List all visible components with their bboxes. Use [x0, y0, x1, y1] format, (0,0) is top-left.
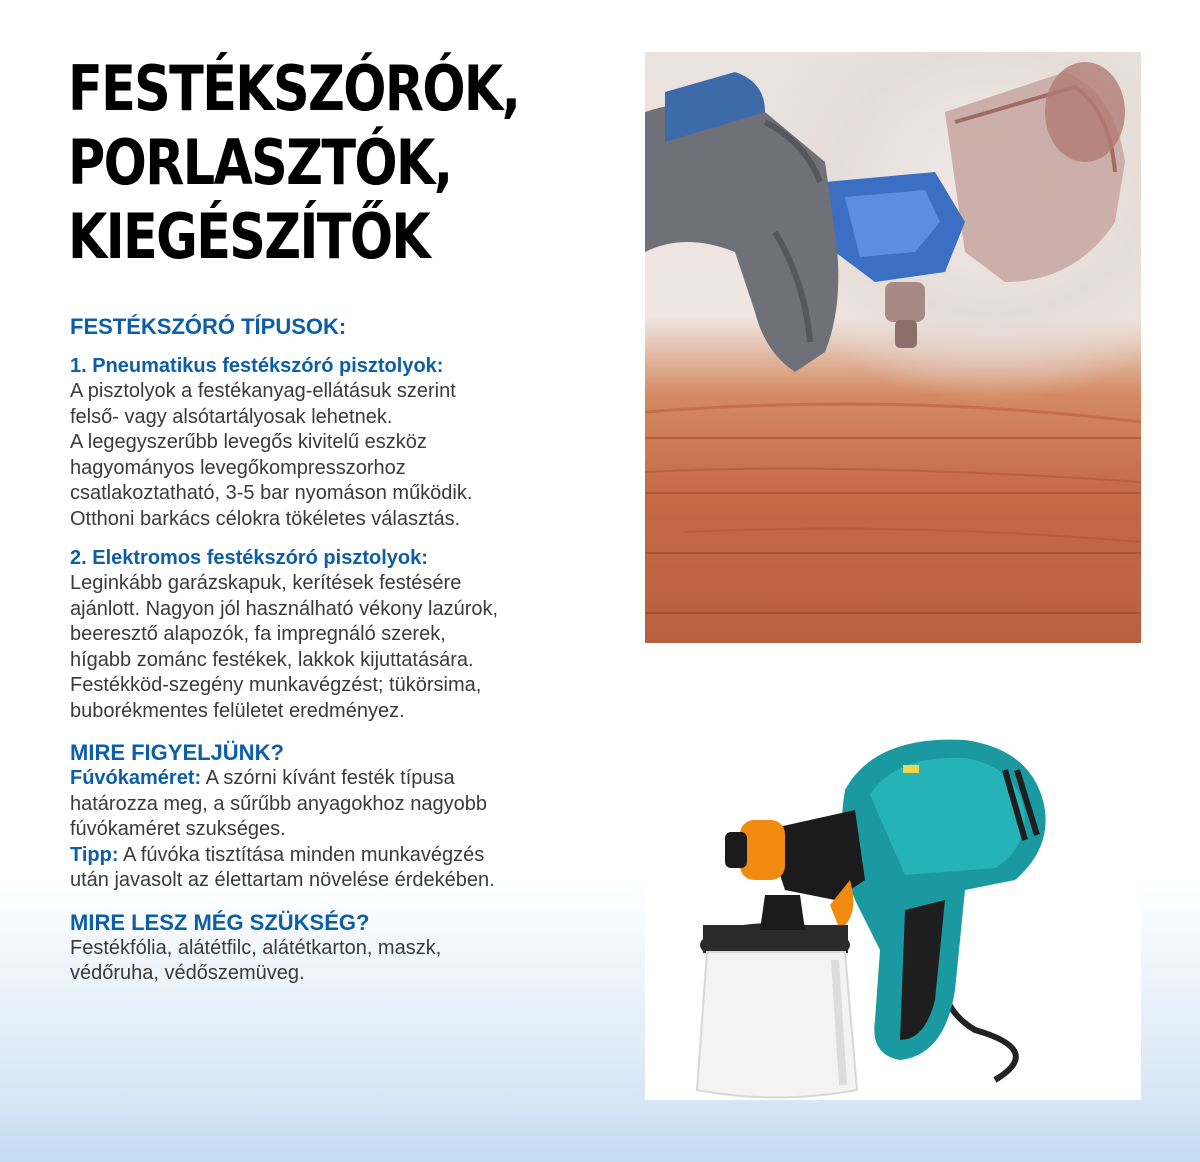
- nozzle-line: [70, 766, 630, 792]
- title-line-1: FESTÉKSZÓRÓK,: [68, 52, 520, 125]
- needs-line: védőruha, védőszemüveg.: [70, 962, 305, 984]
- electric-spray-gun-photo: [645, 700, 1141, 1100]
- tip-text: A fúvóka tisztítása minden munkavégzés: [118, 843, 485, 866]
- needs-line: Festékfólia, alátétfilc, alátétkarton, maszk,: [70, 936, 442, 959]
- electric-line: Leginkább garázskapuk, kerítések festésére: [70, 572, 462, 594]
- electric-line: beeresztő alapozók, fa impregnáló szerek,: [70, 623, 446, 645]
- pneumatic-line: felső- vagy alsótartályosak lehetnek.: [70, 405, 393, 428]
- spray-types-heading: FESTÉKSZÓRÓ TÍPUSOK:: [70, 314, 347, 339]
- title-line-2: PORLASZTÓK,: [68, 126, 452, 199]
- electric-line: hígabb zománc festékek, lakkok kijuttatására.: [70, 648, 474, 671]
- tip-line: [70, 843, 630, 869]
- electric-spray-gun-illustration: [645, 700, 1141, 1100]
- spray-gun-photo: [645, 52, 1141, 643]
- watch-heading: MIRE FIGYELJÜNK?: [70, 740, 284, 765]
- tip-line: után javasolt az élettartam növelése érdekében.: [70, 869, 495, 891]
- nozzle-text: A szórni kívánt festék típusa: [201, 767, 455, 789]
- pneumatic-line: A legegyszerűbb levegős kivitelű eszköz: [70, 431, 427, 453]
- spray-gun-illustration: [645, 52, 1141, 643]
- article-body: [70, 314, 630, 987]
- pneumatic-line: csatlakoztatható, 3-5 bar nyomáson működik.: [70, 482, 473, 504]
- title-line-3: KIEGÉSZÍTŐK: [68, 200, 430, 273]
- electric-heading: 2. Elektromos festékszóró pisztolyok:: [70, 547, 428, 569]
- nozzle-label: Fúvókaméret:: [70, 767, 202, 789]
- electric-line: buborékmentes felületet eredményez.: [70, 699, 405, 722]
- nozzle-line: határozza meg, a sűrűbb anyagokhoz nagyobb: [70, 792, 487, 815]
- needs-heading: MIRE LESZ MÉG SZÜKSÉG?: [70, 909, 370, 935]
- pneumatic-line: A pisztolyok a festékanyag-ellátásuk szerint: [70, 380, 456, 402]
- electric-line: ajánlott. Nagyon jól használható vékony lazúrok,: [70, 597, 499, 620]
- pneumatic-line: hagyományos levegőkompresszorhoz: [70, 456, 406, 479]
- page-title: [68, 52, 527, 274]
- tip-label: Tipp:: [70, 843, 119, 866]
- pneumatic-line: Otthoni barkács célokra tökéletes választás.: [70, 507, 461, 530]
- electric-line: Festékköd-szegény munkavégzést; tükörsima,: [70, 674, 482, 696]
- pneumatic-heading: 1. Pneumatikus festékszóró pisztolyok:: [70, 355, 444, 377]
- nozzle-line: fúvókaméret szukséges.: [70, 818, 286, 840]
